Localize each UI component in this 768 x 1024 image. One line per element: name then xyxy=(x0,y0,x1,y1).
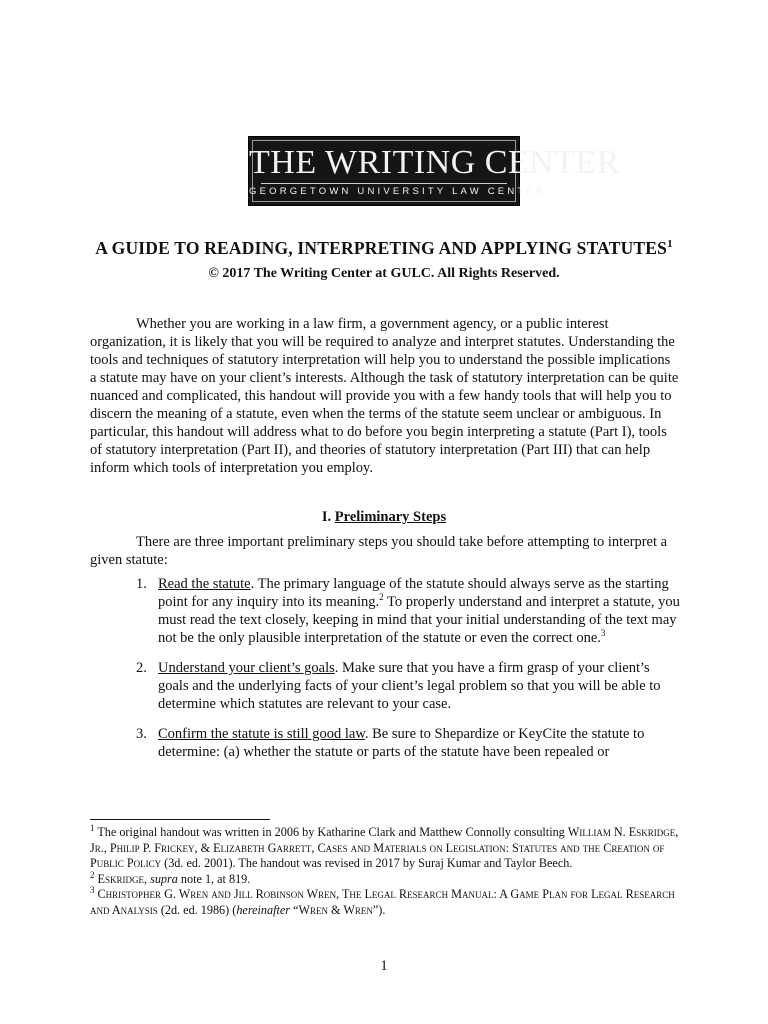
footnotes xyxy=(90,822,680,918)
list-item xyxy=(136,575,682,647)
step-heading: Understand your client’s goals xyxy=(158,660,335,676)
section-title: Preliminary Steps xyxy=(334,509,447,525)
footnote-text: (3d. ed. 2001). The handout was revised in 2017 by Suraj Kumar and Taylor Beech. xyxy=(161,856,573,870)
logo-subtitle: GEORGETOWN UNIVERSITY LAW CENTER xyxy=(249,186,546,197)
footnote-citation: Wren & Wren xyxy=(298,902,373,917)
step-text: . Be sure to Shepardize or KeyCite the statute to determine: (a) whether the statute or parts of the statute have been repealed or xyxy=(158,726,645,760)
footnote-text: ”). xyxy=(372,902,386,917)
list-item xyxy=(136,725,682,761)
footnote-citation: Eskridge xyxy=(94,871,144,886)
intro-paragraph: Whether you are working in a law firm, a government agency, or a public interest organization, it is likely that you will be required to analyze and interpret statutes. Understanding the tools and techniques of statutory interpretation will help you to understand the possible implications a statute may have on your client’s interests. Although the task of statutory interpretation can be quite nuanced and complicated, this handout will provide you with a few handy tools that will help you to discern the meaning of a statute, even when the terms of the statute seem unclear or ambiguous. In particular, this handout will address what to do before you begin interpreting a statute (Part I), tools of statutory interpretation (Part II), and theories of statutory interpretation (Part III) that can help inform which tools of interpretation you employ. xyxy=(90,316,679,476)
step-text: . Make sure that you have a firm grasp of your client’s goals and the underlying facts of your client’s legal problem so that you will be able to determine which statutes are relevant to your case. xyxy=(158,660,661,712)
footnote-divider xyxy=(90,819,270,820)
footnote-marker: 1 xyxy=(90,822,95,833)
writing-center-logo xyxy=(248,136,620,206)
step-number: 3. xyxy=(136,726,147,742)
section-intro: There are three important preliminary steps you should take before attempting to interpret a given statute: xyxy=(90,534,668,568)
footnote-text: note 1, at 819. xyxy=(177,871,251,886)
copyright-notice: © 2017 The Writing Center at GULC. All Rights Reserved. xyxy=(208,266,560,281)
step-heading: Read the statute xyxy=(158,576,251,592)
logo-divider xyxy=(261,183,507,184)
preliminary-steps-list xyxy=(136,575,682,773)
footnote-citation: Christopher G. Wren and Jill Robinson Wren, The Legal Research Manual: A Game Plan for Legal Research and Analysis xyxy=(90,887,675,917)
footnote-marker: 2 xyxy=(90,869,95,880)
footnote-3 xyxy=(90,884,680,918)
step-number: 1. xyxy=(136,576,147,592)
title-text: A GUIDE TO READING, INTERPRETING AND APPLYING STATUTES xyxy=(95,238,668,258)
footnote-text: , xyxy=(144,871,151,886)
footnote-citation: William N. Eskridge, Jr., Philip P. Frickey, & Elizabeth Garrett, Cases and Materials on Legislation: Statutes and the Creation of Public Policy xyxy=(90,825,679,870)
footnote-2 xyxy=(90,869,680,888)
footnote-ref: 2 xyxy=(379,592,384,603)
footnote-text: The original handout was written in 2006 by Katharine Clark and Matthew Connolly consulting xyxy=(94,825,568,839)
section-number: I. xyxy=(321,509,332,525)
footnote-ref: 3 xyxy=(600,628,606,639)
list-item xyxy=(136,659,682,713)
step-text: To properly understand and interpret a statute, you must read the text closely, keeping in mind that your initial understanding of the text may not be the only plausible interpretation of the statute or even the correct one. xyxy=(158,594,680,646)
footnote-text: “ xyxy=(290,902,299,917)
step-number: 2. xyxy=(136,660,147,676)
step-heading: Confirm the statute is still good law xyxy=(158,726,365,742)
section-heading xyxy=(0,509,768,526)
footnote-marker: 3 xyxy=(90,884,95,895)
footnote-italic: hereinafter xyxy=(236,902,291,917)
document-title xyxy=(0,238,768,259)
logo-title: THE WRITING CENTER xyxy=(249,144,620,181)
step-text: . The primary language of the statute should always serve as the starting point for any inquiry into its meaning. xyxy=(158,576,669,610)
page-number: 1 xyxy=(380,958,388,974)
footnote-text: (2d. ed. 1986) ( xyxy=(157,902,237,917)
title-footnote-ref: 1 xyxy=(667,238,673,251)
footnote-1 xyxy=(90,822,680,872)
footnote-italic: supra xyxy=(150,871,178,886)
